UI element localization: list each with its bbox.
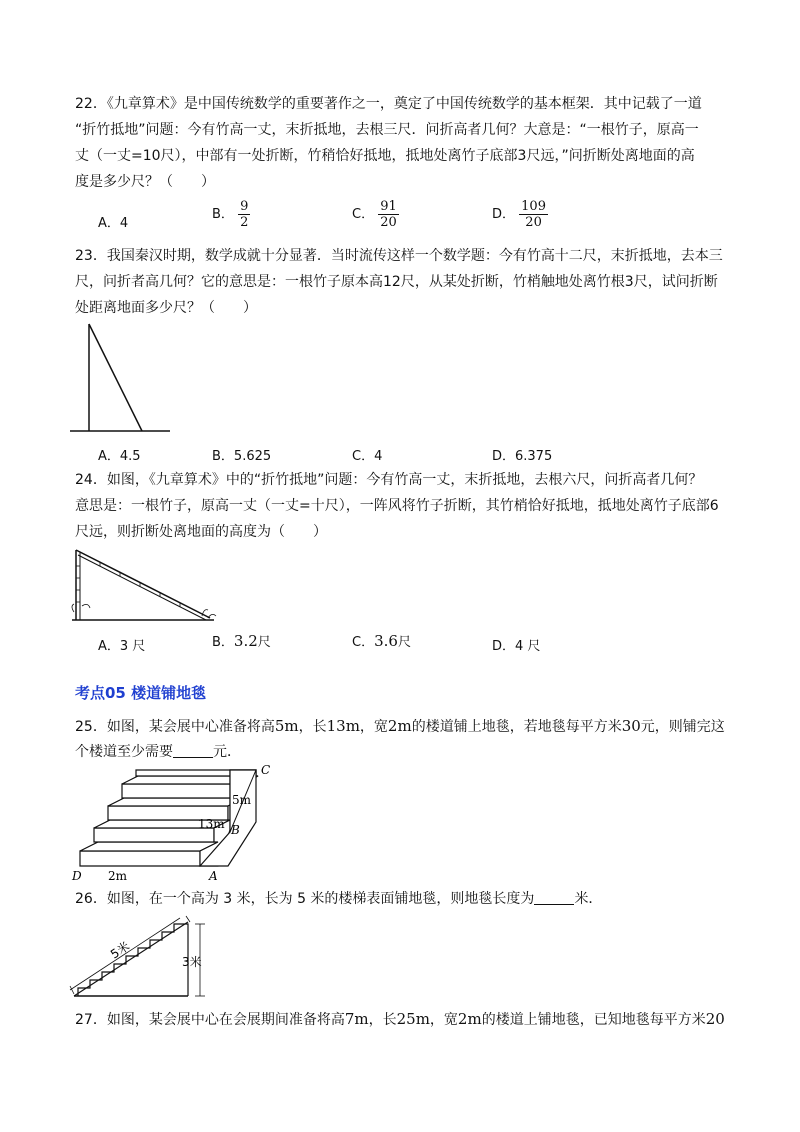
q22-option-c-label: C． bbox=[352, 207, 375, 222]
q22-line-3: 丈（一丈=10尺），中部有一处折断，竹稍恰好抵地，抵地处离竹子底部3尺远，”问折断处离地面的高 bbox=[75, 148, 695, 164]
q24-option-c[interactable] bbox=[352, 631, 411, 650]
q27-text-3: ，宽 bbox=[429, 1012, 458, 1028]
q24-bamboo-figure bbox=[70, 546, 220, 626]
q27-text-1: 27．如图，某会展中心在会展期间准备将高 bbox=[75, 1012, 345, 1028]
q22-line-1: 22．《九章算术》是中国传统数学的重要著作之一，奠定了中国传统数学的基本框架．其中记载了一道 bbox=[75, 96, 702, 112]
q25-price-value: 30 bbox=[621, 717, 641, 735]
fraction-denominator: 20 bbox=[525, 215, 542, 230]
q22-option-b[interactable] bbox=[212, 199, 250, 230]
q27-line-1 bbox=[75, 1009, 725, 1030]
q22-line-2: “折竹抵地”问题：今有竹高一丈，末折抵地，去根三尺．问折高者几何？大意是：“一根竹子，原高一 bbox=[75, 122, 699, 138]
q25-label-a: A bbox=[209, 869, 218, 883]
q23-option-b[interactable]: B．5.625 bbox=[212, 449, 272, 464]
q24-option-b[interactable] bbox=[212, 631, 271, 650]
q22-option-d-label: D． bbox=[492, 207, 516, 222]
q25-line-2 bbox=[75, 742, 241, 762]
q25-label-d: D bbox=[72, 869, 82, 883]
q26-line-1 bbox=[75, 889, 602, 909]
q26-text-2: 米． bbox=[574, 891, 603, 907]
q22-option-d[interactable] bbox=[492, 199, 548, 230]
q26-answer-blank[interactable] bbox=[534, 890, 574, 905]
fraction-denominator: 2 bbox=[240, 215, 249, 230]
q23-option-a[interactable]: A．4.5 bbox=[98, 449, 141, 464]
q23-line-2: 尺，问折者高几何？它的意思是：一根竹子原本高12尺，从某处折断，竹梢触地处离竹根3尺，试问折断 bbox=[75, 274, 718, 290]
q24-option-a[interactable]: A．3 尺 bbox=[98, 639, 146, 654]
q25-answer-blank[interactable] bbox=[173, 743, 213, 758]
q25-label-length: 13m bbox=[198, 817, 225, 831]
q24-line-1: 24．如图，《九章算术》中的“折竹抵地”问题：今有竹高一丈，末折抵地，去根六尺，问折高者几何？ bbox=[75, 472, 703, 488]
q25-height-value: 5m bbox=[274, 717, 299, 735]
q22-option-c[interactable] bbox=[352, 199, 399, 230]
q23-line-1: 23．我国秦汉时期，数学成就十分显著．当时流传这样一个数学题：今有竹高十二尺，末折抵地，去本三 bbox=[75, 248, 723, 264]
q26-label-slant: 5米 bbox=[108, 939, 133, 962]
q23-option-c[interactable]: C．4 bbox=[352, 449, 383, 464]
q25-label-width: 2m bbox=[108, 869, 128, 883]
q25-text-3: ，宽 bbox=[359, 719, 388, 735]
q25-text-1: 25．如图，某会展中心准备将高 bbox=[75, 719, 275, 735]
q27-length-value: 25m bbox=[396, 1010, 430, 1028]
q22-line-4: 度是多少尺？（ ） bbox=[75, 174, 215, 190]
q22-option-c-fraction bbox=[378, 199, 399, 230]
q24-option-c-unit: 尺 bbox=[397, 635, 411, 650]
q26-label-height: 3米 bbox=[182, 955, 202, 969]
q25-text-6: 个楼道至少需要 bbox=[75, 744, 173, 760]
q22-option-d-fraction bbox=[519, 199, 548, 230]
q27-height-value: 7m bbox=[344, 1010, 369, 1028]
q23-option-d[interactable]: D．6.375 bbox=[492, 449, 553, 464]
q27-price-value: 20 bbox=[705, 1010, 725, 1028]
q23-broken-bamboo-figure bbox=[70, 320, 180, 435]
q27-text-2: ，长 bbox=[368, 1012, 397, 1028]
q27-text-4: 的楼道上铺地毯，已知地毯每平方米 bbox=[481, 1012, 706, 1028]
q22-option-b-label: B． bbox=[212, 207, 234, 222]
q24-line-2: 意思是：一根竹子，原高一丈（一丈=十尺），一阵风将竹子折断，其竹梢恰好抵地，抵地处离竹子底部6 bbox=[75, 498, 719, 514]
q26-text-1: 26．如图，在一个高为 3 米，长为 5 米的楼梯表面铺地毯，则地毯长度为 bbox=[75, 891, 535, 907]
q25-label-b: B bbox=[231, 823, 240, 837]
q25-length-value: 13m bbox=[326, 717, 360, 735]
q24-option-c-label: C． bbox=[352, 635, 375, 650]
q24-option-b-label: B． bbox=[212, 635, 234, 650]
q24-option-d[interactable]: D．4 尺 bbox=[492, 639, 541, 654]
q26-stair-figure bbox=[68, 914, 218, 1004]
q22-option-b-fraction bbox=[238, 199, 250, 230]
section-title: 考点05 楼道铺地毯 bbox=[75, 684, 207, 702]
q24-line-3: 尺远，则折断处离地面的高度为（ ） bbox=[75, 524, 327, 540]
q25-text-4: 的楼道铺上地毯，若地毯每平方米 bbox=[411, 719, 622, 735]
fraction-numerator: 9 bbox=[240, 199, 249, 214]
q27-width-value: 2m bbox=[457, 1010, 482, 1028]
q24-option-c-value: 3.6 bbox=[374, 632, 398, 650]
fraction-numerator: 91 bbox=[380, 199, 397, 214]
q25-text-7: 元． bbox=[213, 744, 241, 760]
q25-text-5: 元，则铺完这 bbox=[640, 719, 725, 735]
q25-stair-figure bbox=[70, 762, 270, 886]
q23-line-3: 处距离地面多少尺？（ ） bbox=[75, 300, 257, 316]
q24-option-b-value: 3.2 bbox=[233, 632, 258, 650]
q25-text-2: ，长 bbox=[298, 719, 327, 735]
q25-line-1 bbox=[75, 716, 725, 737]
fraction-numerator: 109 bbox=[521, 199, 546, 214]
q25-label-c: C bbox=[261, 763, 270, 777]
fraction-denominator: 20 bbox=[380, 215, 397, 230]
q25-label-height: 5m bbox=[232, 793, 252, 807]
q24-option-b-unit: 尺 bbox=[257, 635, 271, 650]
q25-width-value: 2m bbox=[387, 717, 412, 735]
q22-option-a[interactable]: A．4 bbox=[98, 216, 129, 231]
